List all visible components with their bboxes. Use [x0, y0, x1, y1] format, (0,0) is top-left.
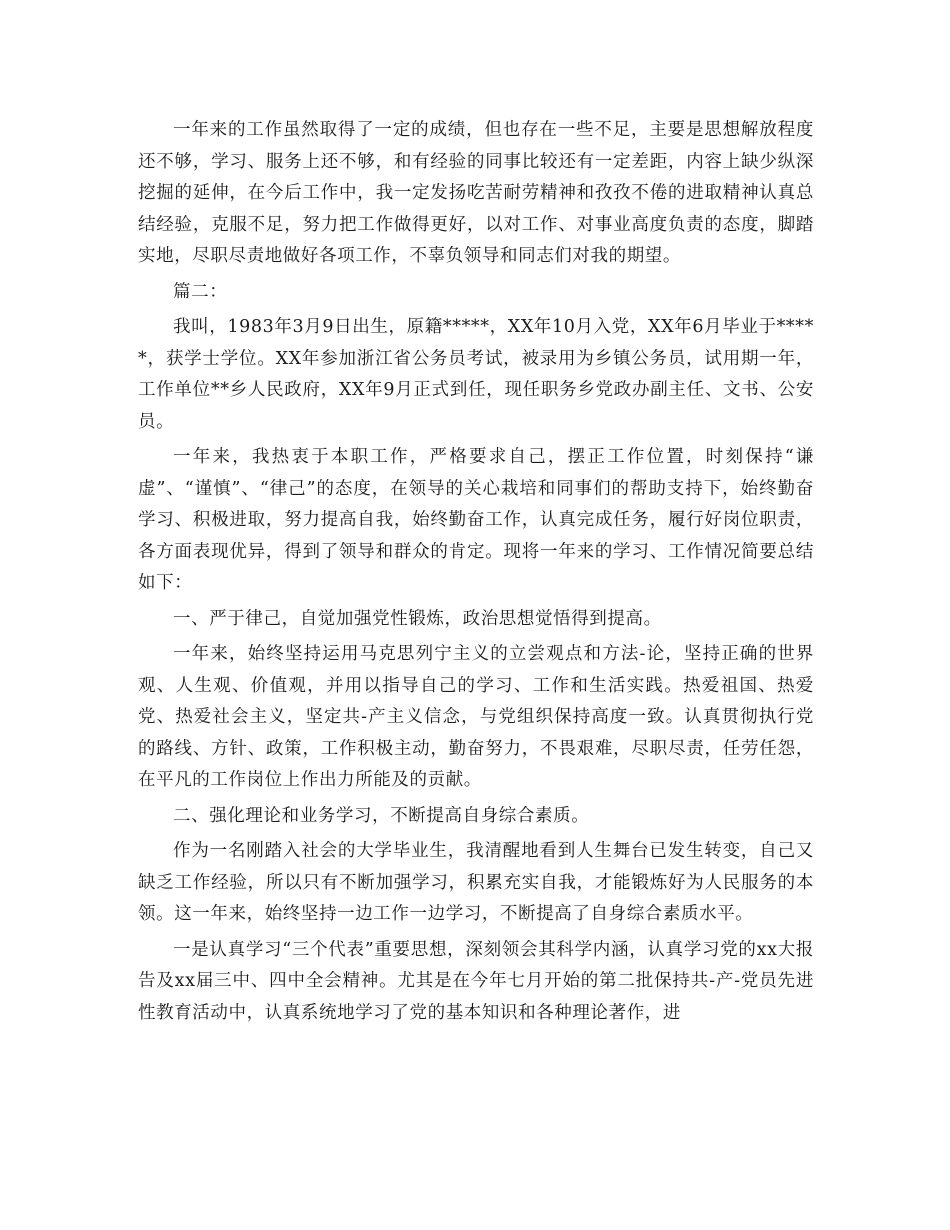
paragraph-political-thought: 一年来，始终坚持运用马克思列宁主义的立尝观点和方法-论，坚持正确的世界观、人生观、价值观，并用以指导自己的学习、工作和生活实践。热爱祖国、热爱党、热爱社会主义，坚定共-产主义信念，与党组织保持高度一致。认真贯彻执行党的路线、方针、政策，工作积极主动，勤奋努力，不畏艰难，尽职尽责，任劳任怨，在平凡的工作岗位上作出力所能及的贡献。 — [138, 644, 814, 790]
paragraph-personal-background: 我叫，1983年3月9日出生，原籍*****，XX年10月入党，XX年6月毕业于*****，获学士学位。XX年参加浙江省公务员考试，被录用为乡镇公务员，试用期一年，工作单位**乡人民政府，XX年9月正式到任，现任职务乡党政办副主任、文书、公安员。 — [138, 317, 814, 432]
section-heading-part-two: 篇二： — [173, 281, 228, 302]
document-body — [138, 115, 814, 1029]
paragraph-graduate-learning: 作为一名刚踏入社会的大学毕业生，我清醒地看到人生舞台已发生转变，自己又缺乏工作经验，所以只有不断加强学习，积累充实自我，才能锻炼好为人民服务的本领。这一年来，始终坚持一边工作一边学习，不断提高了自身综合素质水平。 — [138, 841, 814, 924]
section-heading-one: 一、严于律己，自觉加强党性锻炼，政治思想觉悟得到提高。 — [173, 608, 662, 629]
paragraph-theory-study: 一是认真学习“三个代表”重要思想，深刻领会其科学内涵，认真学习党的xx大报告及xx届三中、四中全会精神。尤其是在今年七月开始的第二批保持共-产-党员先进性教育活动中，认真系统地学习了党的基本知识和各种理论著作，进 — [138, 939, 814, 1023]
paragraph-work-shortcomings: 一年来的工作虽然取得了一定的成绩，但也存在一些不足，主要是思想解放程度还不够，学习、服务上还不够，和有经验的同事比较还有一定差距，内容上缺少纵深挖掘的延伸，在今后工作中，我一定发扬吃苦耐劳精神和孜孜不倦的进取精神认真总结经验，克服不足，努力把工作做得更好，以对工作、对事业高度负责的态度，脚踏实地，尽职尽责地做好各项工作，不辜负领导和同志们对我的期望。 — [138, 120, 814, 266]
section-heading-two: 二、强化理论和业务学习，不断提高自身综合素质。 — [173, 805, 590, 826]
paragraph-year-overview: 一年来，我热衷于本职工作，严格要求自己，摆正工作位置，时刻保持“谦虚”、“谨慎”、“律己”的态度，在领导的关心栽培和同事们的帮助支持下，始终勤奋学习、积极进取，努力提高自我，始终勤奋工作，认真完成任务，履行好岗位职责，各方面表现优异，得到了领导和群众的肯定。现将一年来的学习、工作情况简要总结如下： — [138, 447, 814, 593]
